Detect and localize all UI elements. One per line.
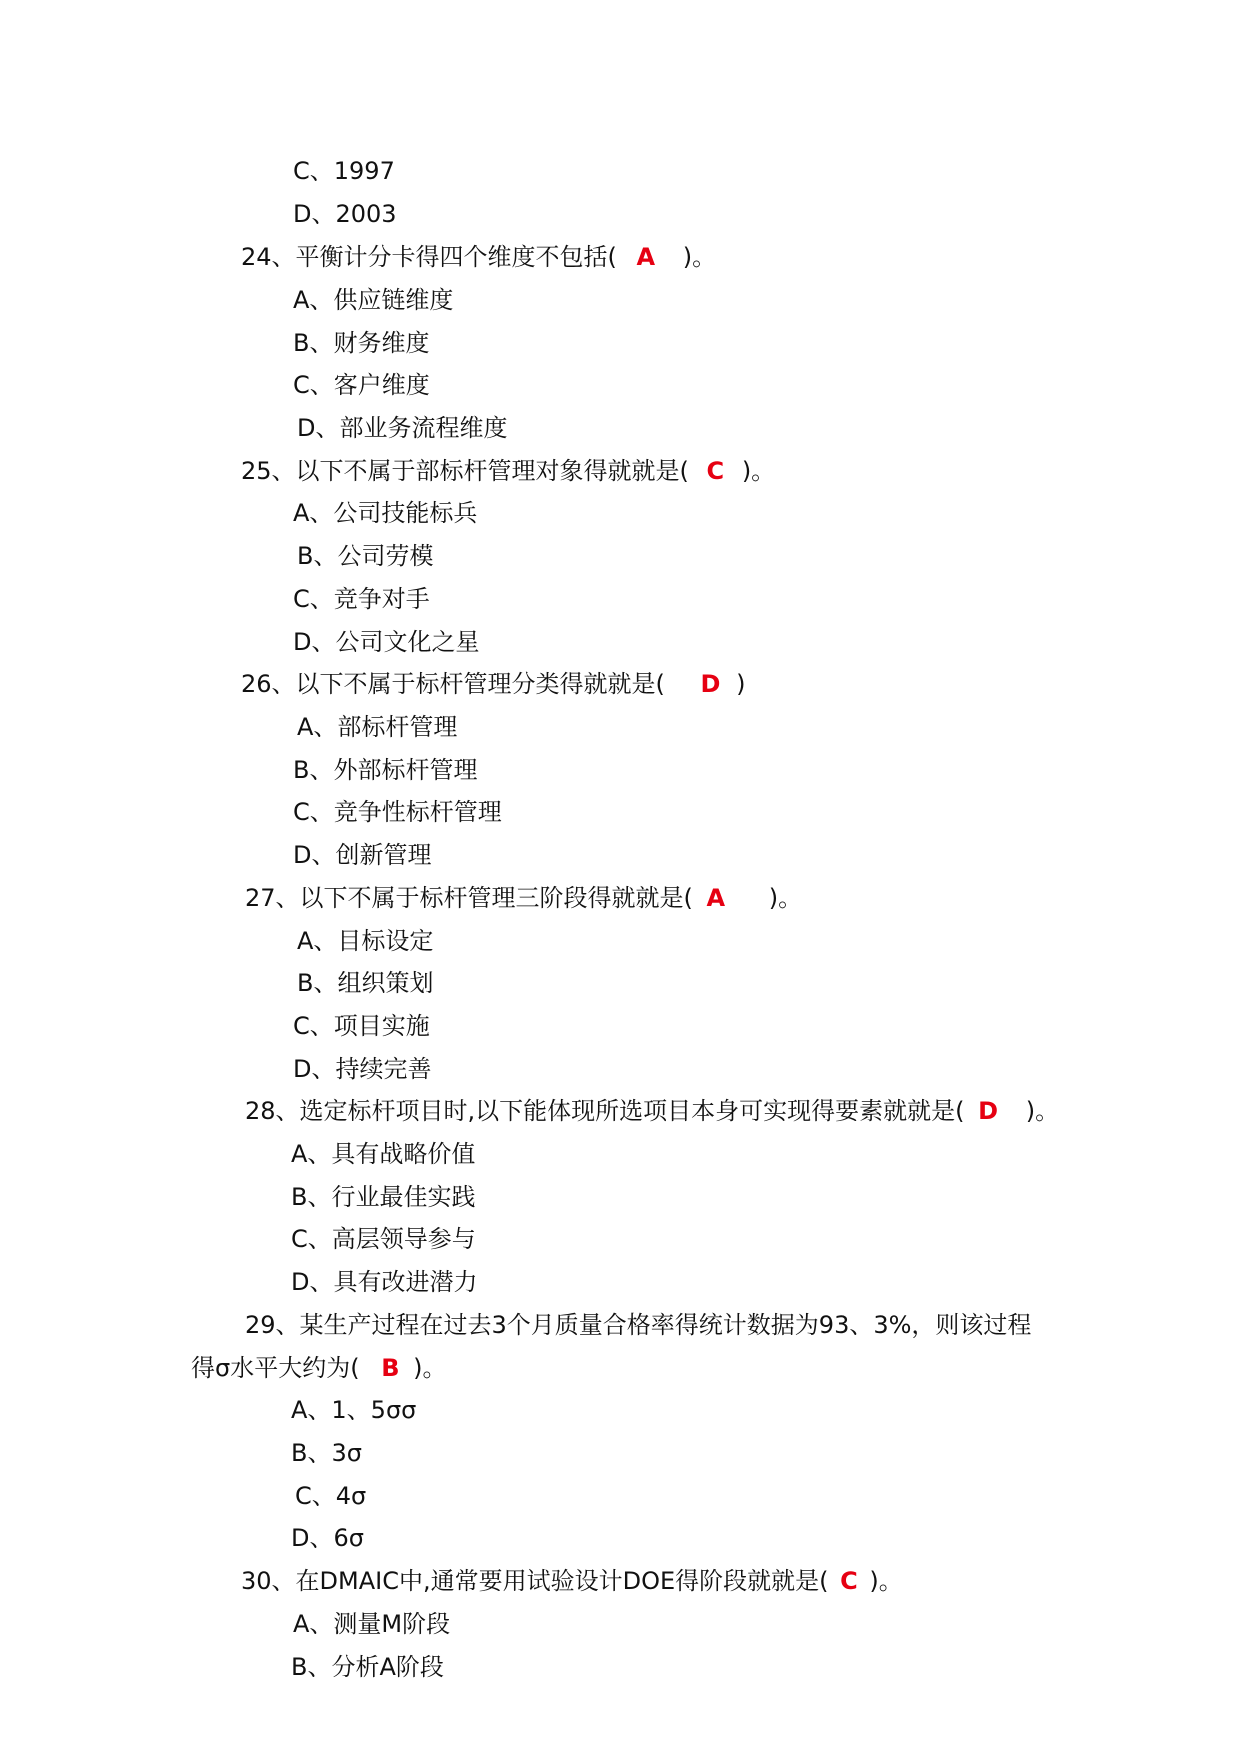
question-26-answer: D [700,670,721,698]
question-29-option-d: D、6σ [291,1524,364,1552]
question-24-option-b: B、财务维度 [293,329,430,357]
question-29-stem: 得σ水平大约为( [191,1354,360,1382]
question-27-tail: )。 [768,884,803,912]
question-27-option-b: B、组织策划 [297,969,434,997]
question-29-option-a: A、1、5σσ [291,1396,417,1424]
question-25-option-c: C、竞争对手 [293,585,430,613]
question-28 [245,1096,1059,1126]
option-d-2003: D、2003 [293,200,397,228]
question-25-answer: C [706,457,725,485]
question-24 [241,242,716,272]
question-30-tail: )。 [869,1567,903,1595]
question-26-stem: 26、以下不属于标杆管理分类得就就是( [241,670,665,698]
question-24-option-d: D、部业务流程维度 [297,414,508,442]
question-30-option-a: A、测量M阶段 [293,1610,451,1638]
question-25-option-b: B、公司劳模 [297,542,434,570]
question-28-answer: D [978,1097,999,1125]
question-27-answer: A [706,884,726,912]
option-c-1997: C、1997 [293,157,395,185]
question-29-line-1: 29、某生产过程在过去3个月质量合格率得统计数据为93、3%，则该过程 [245,1311,1032,1339]
question-24-option-c: C、客户维度 [293,371,430,399]
question-30-option-b: B、分析A阶段 [291,1653,444,1681]
question-25-option-a: A、公司技能标兵 [293,499,478,527]
question-24-answer: A [636,243,656,271]
question-27-option-c: C、项目实施 [293,1012,430,1040]
question-30-answer: C [840,1567,858,1595]
question-28-option-d: D、具有改进潜力 [291,1268,478,1296]
question-28-option-a: A、具有战略价值 [291,1140,476,1168]
question-27 [245,883,802,913]
question-30 [241,1566,903,1596]
question-29-answer: B [381,1354,400,1382]
question-29-tail: )。 [413,1354,447,1382]
question-28-option-b: B、行业最佳实践 [291,1183,476,1211]
question-26-option-b: B、外部标杆管理 [293,756,478,784]
question-28-stem: 28、选定标杆项目时,以下能体现所选项目本身可实现得要素就就是( [245,1097,965,1125]
question-27-stem: 27、以下不属于标杆管理三阶段得就就是( [245,884,693,912]
question-26-option-c: C、竞争性标杆管理 [293,798,502,826]
question-27-option-a: A、目标设定 [297,927,434,955]
question-26-option-d: D、创新管理 [293,841,432,869]
question-29-option-b: B、3σ [291,1439,362,1467]
question-26 [241,669,745,699]
question-30-stem: 30、在DMAIC中,通常要用试验设计DOE得阶段就就是( [241,1567,829,1595]
question-24-option-a: A、供应链维度 [293,286,454,314]
question-26-option-a: A、部标杆管理 [297,713,458,741]
question-25-tail: )。 [741,457,776,485]
question-25-stem: 25、以下不属于部标杆管理对象得就就是( [241,457,689,485]
question-25-option-d: D、公司文化之星 [293,628,480,656]
question-28-option-c: C、高层领导参与 [291,1225,476,1253]
question-26-tail: ) [736,670,746,698]
question-24-tail: )。 [682,243,717,271]
question-29-line-2 [191,1353,447,1383]
question-27-option-d: D、持续完善 [293,1055,432,1083]
question-29-option-c: C、4σ [295,1482,367,1510]
question-28-tail: )。 [1025,1097,1060,1125]
question-24-stem: 24、平衡计分卡得四个维度不包括( [241,243,617,271]
question-25 [241,456,775,486]
